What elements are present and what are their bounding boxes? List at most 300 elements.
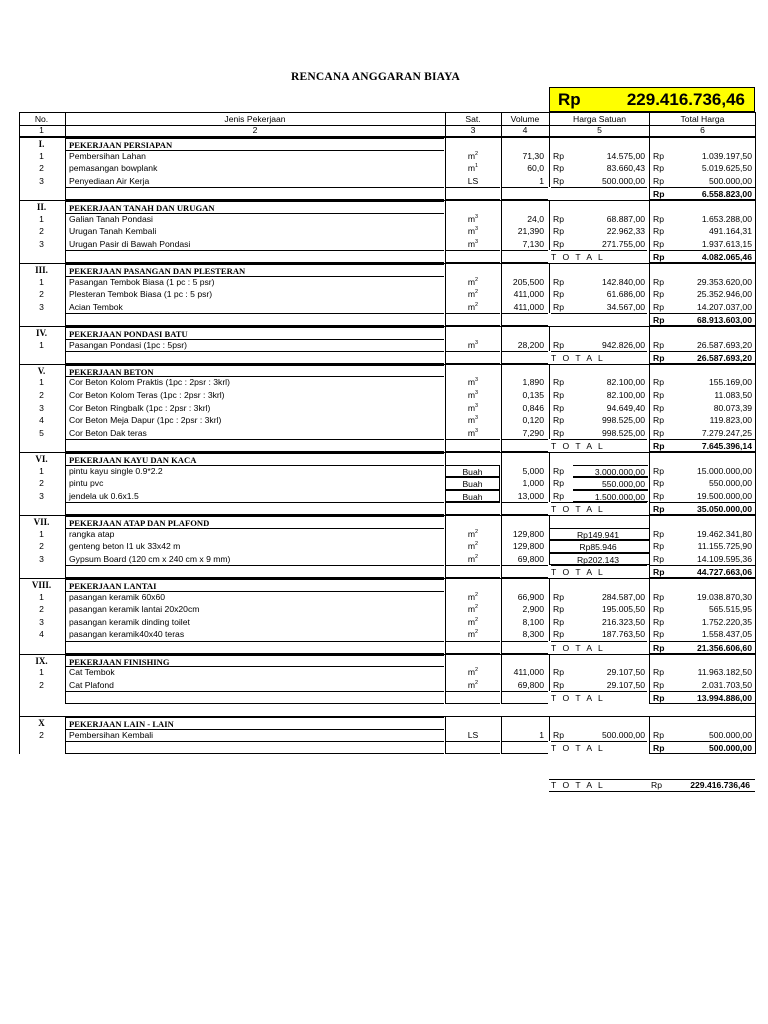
section-total-row [19,351,756,364]
item-total-price: 7.279.247,25 [673,427,756,440]
item-unit-power: 2 [475,301,479,308]
section-header-row [19,200,756,214]
item-volume: 411,000 [501,288,548,301]
item-total-currency: Rp [649,150,673,163]
item-volume: 69,800 [501,553,548,566]
final-total-line-bottom [549,791,755,792]
item-job: pintu kayu single 0.9*2.2 [65,465,444,478]
item-unit [445,616,500,629]
section-total-value: 26.587.693,20 [673,351,756,364]
item-total-price: 26.587.693,20 [673,339,756,352]
header-number-5: 5 [549,124,649,136]
table-row [19,553,756,566]
item-total-currency: Rp [649,225,673,238]
item-number: 3 [39,301,44,312]
section-total-label [551,187,647,188]
item-price-currency: Rp [549,276,573,289]
section-title: PEKERJAAN LANTAI [65,579,444,592]
item-unit-text: m [467,679,476,690]
total-empty-sat [445,439,500,452]
total-empty-no [19,313,64,326]
total-empty-vol [501,439,548,452]
item-total-currency: Rp [649,729,673,742]
item-unit [445,150,500,163]
item-volume: 1 [501,175,548,188]
section-total-currency: Rp [649,313,673,326]
item-total-price: 29.353.620,00 [673,276,756,289]
item-total-currency: Rp [649,301,673,314]
section-total-value: 35.050.000,00 [673,502,756,515]
section-total-value: 6.558.823,00 [673,187,756,200]
item-volume: 7,130 [501,238,548,251]
item-volume: 69,800 [501,679,548,692]
item-unit-power: 3 [475,390,479,397]
table-row [19,162,756,175]
item-total-currency: Rp [649,288,673,301]
item-number: 4 [39,415,44,426]
item-price-currency: Rp [549,414,573,427]
item-job: pemasangan bowplank [65,162,444,175]
total-empty-vol [501,691,548,704]
item-unit [445,238,500,251]
header-sat: Sat. [445,113,500,125]
item-unit-price: 942.826,00 [601,339,645,350]
section-header-row [19,716,756,730]
item-unit [445,301,500,314]
item-number: 2 [39,679,44,690]
section-total-row [19,741,756,754]
item-unit-price: 187.763,50 [601,629,645,640]
item-number: 3 [39,616,44,627]
item-volume: 0,846 [501,402,548,415]
item-number: 2 [39,541,44,552]
item-unit-price: 29.107,50 [606,667,645,678]
item-number: 1 [39,276,44,287]
item-number: 1 [39,339,44,350]
section-title: PEKERJAAN LAIN - LAIN [65,717,444,730]
item-total-currency: Rp [649,162,673,175]
total-empty-vol [501,565,548,578]
item-unit-power: 2 [475,289,479,296]
item-unit-text: m [467,276,476,287]
item-unit [445,528,500,541]
table-row [19,175,756,188]
item-unit-power: 3 [475,415,479,422]
total-empty-vol [501,187,548,200]
item-unit [445,477,500,490]
item-unit-power: 3 [475,339,479,346]
table-row [19,150,756,163]
item-unit-text: m [467,528,476,539]
item-unit [445,276,500,289]
table-row [19,389,756,402]
item-job: pasangan keramik40x40 teras [65,628,444,641]
item-unit-text: m [467,238,476,249]
item-unit-text: m [467,415,476,426]
item-unit-power: 3 [475,427,479,434]
item-unit-text: Buah [462,466,483,477]
section-total-label: T O T A L [551,351,647,364]
item-price-currency: Rp [549,591,573,604]
total-empty-vol [501,641,548,654]
total-empty-no [19,502,64,515]
total-empty-no [19,351,64,364]
item-unit-text: m [467,427,476,438]
item-volume: 28,200 [501,339,548,352]
section-total-row [19,691,756,704]
item-job: Pasangan Pondasi (1pc : 5psr) [65,339,444,352]
item-unit-price: 22.962,33 [606,226,645,237]
header-number-2: 2 [65,124,444,136]
section-total-value: 68.913.603,00 [673,313,756,326]
item-number: 3 [39,175,44,186]
item-price-currency: Rp [549,301,573,314]
table-row [19,679,756,692]
section-number: IV. [35,328,48,338]
item-unit-text: m [467,226,476,237]
item-unit-text: m [467,213,476,224]
item-unit-price: 82.100,00 [606,390,645,400]
total-empty-no [19,439,64,452]
item-price-currency: Rp [549,628,573,641]
item-unit-power: 2 [475,591,479,598]
item-volume: 129,800 [501,528,548,541]
item-unit-price: 68.887,00 [606,213,645,224]
item-total-price: 19.038.870,30 [673,591,756,604]
item-unit-text: m [467,377,476,388]
table-row [19,225,756,238]
section-total-currency: Rp [649,351,673,364]
item-number: 3 [39,553,44,564]
item-total-currency: Rp [649,402,673,415]
total-empty-sat [445,351,500,364]
item-unit-power: 3 [475,238,479,245]
section-header-row [19,364,756,378]
item-unit-price: 82.100,00 [606,377,645,388]
section-total-label [551,313,647,314]
item-unit [445,729,500,742]
table-row [19,477,756,490]
header-no: No. [34,114,49,124]
total-empty-job [65,565,444,578]
item-volume: 411,000 [501,666,548,679]
item-unit-text: m [467,553,476,564]
item-unit-power: 3 [475,377,479,384]
item-total-price: 1.653.288,00 [673,213,756,226]
item-total-price: 14.109.595,36 [673,553,756,566]
section-total-currency: Rp [649,502,673,515]
item-volume: 2,900 [501,603,548,616]
section-number: VII. [33,517,50,527]
item-total-price: 11.083,50 [673,389,756,402]
item-job: Cor Beton Kolom Praktis (1pc : 2psr : 3krl) [65,376,444,389]
section-title: PEKERJAAN PERSIAPAN [65,138,444,151]
item-total-price: 565.515,95 [673,603,756,616]
item-number: 4 [39,629,44,640]
item-unit-text: m [467,629,476,640]
section-header-row [19,654,756,668]
total-empty-job [65,250,444,263]
table-row [19,414,756,427]
final-total-label: T O T A L [551,780,605,790]
section-total-label: T O T A L [551,691,647,704]
total-empty-sat [445,313,500,326]
table-row [19,427,756,440]
total-empty-vol [501,351,548,364]
item-job: rangka atap [65,528,444,541]
section-total-label: T O T A L [551,741,647,754]
item-price-currency: Rp [549,603,573,616]
item-volume: 7,290 [501,427,548,440]
total-empty-job [65,502,444,515]
item-unit [445,427,500,440]
item-total-currency: Rp [649,528,673,541]
section-total-value: 21.356.606,60 [673,641,756,654]
table-row [19,540,756,553]
item-unit [445,339,500,352]
item-total-currency: Rp [649,427,673,440]
section-header-row [19,326,756,340]
item-volume: 24,0 [501,213,548,226]
item-unit-price: 998.525,00 [601,415,645,426]
table-row [19,376,756,389]
item-unit-text: LS [467,175,479,186]
item-total-currency: Rp [649,679,673,692]
item-job: Cor Beton Dak teras [65,427,444,440]
total-empty-no [19,741,64,754]
item-unit-text: LS [467,729,479,740]
section-total-value: 44.727.663,06 [673,565,756,578]
item-number: 1 [39,377,44,388]
item-number: 2 [39,390,44,400]
item-unit [445,490,500,503]
section-number: III. [35,265,48,275]
item-job: Cor Beton Ringbalk (1pc : 2psr : 3krl) [65,402,444,415]
item-volume: 1,000 [501,477,548,490]
item-price-currency: Rp [549,729,573,742]
item-unit-text: Buah [462,479,483,490]
item-number: 2 [39,163,44,174]
item-price-currency: Rp [549,402,573,415]
item-price-currency: Rp [549,339,573,352]
item-job: Cat Tembok [65,666,444,679]
item-price-currency: Rp [549,490,573,503]
item-total-price: 25.352.946,00 [673,288,756,301]
section-header-row [19,515,756,529]
section-number: V. [37,365,46,376]
item-unit-power: 2 [475,150,479,157]
item-unit-power: 2 [475,616,479,623]
section-number: VIII. [31,580,52,590]
total-empty-sat [445,250,500,263]
item-number: 1 [39,213,44,224]
table-row [19,288,756,301]
item-total-price: 550.000,00 [673,477,756,490]
header-number-3: 3 [445,124,500,136]
item-unit [445,376,500,389]
section-header-row [19,137,756,151]
item-number: 2 [39,289,44,300]
item-job: pintu pvc [65,477,444,490]
total-empty-sat [445,187,500,200]
item-unit-price: 94.649,40 [606,402,645,413]
item-number: 5 [39,427,44,438]
item-unit [445,591,500,604]
item-total-price: 5.019.625,50 [673,162,756,175]
table-row [19,238,756,251]
item-unit [445,414,500,427]
item-unit-text: m [467,616,476,627]
item-price-currency: Rp [549,465,573,478]
item-unit-power: 2 [475,553,479,560]
total-empty-no [19,565,64,578]
total-empty-job [65,641,444,654]
item-price-currency: Rp [549,225,573,238]
item-volume: 60,0 [501,162,548,175]
item-number: 1 [39,150,44,161]
item-total-price: 19.500.000,00 [673,490,756,503]
item-total-currency: Rp [649,591,673,604]
section-total-label: T O T A L [551,641,647,654]
item-volume: 0,135 [501,389,548,402]
section-title: PEKERJAAN PASANGAN DAN PLESTERAN [65,264,444,277]
total-empty-no [19,641,64,654]
header-total-harga: Total Harga [649,113,756,125]
section-header-row [19,452,756,466]
item-unit-price: Rp85.946 [549,540,649,553]
item-volume: 66,900 [501,591,548,604]
header-number-4: 4 [501,124,548,136]
item-volume: 1,890 [501,376,548,389]
item-unit-power: 2 [475,629,479,636]
item-volume: 13,000 [501,490,548,503]
section-number: VI. [35,454,48,464]
item-number: 3 [39,238,44,249]
item-total-currency: Rp [649,540,673,553]
item-total-currency: Rp [649,553,673,566]
item-volume: 411,000 [501,301,548,314]
section-header-row [19,263,756,277]
item-unit [445,553,500,566]
total-empty-sat [445,502,500,515]
item-price-currency: Rp [549,616,573,629]
item-price-currency: Rp [549,288,573,301]
section-title: PEKERJAAN KAYU DAN KACA [65,453,444,466]
item-unit-price: Rp149.941 [549,528,649,541]
total-empty-job [65,187,444,200]
item-unit-power: 3 [475,213,479,220]
item-job: pasangan keramik lantai 20x20cm [65,603,444,616]
header-number-6: 6 [649,124,756,136]
total-empty-job [65,691,444,704]
item-total-price: 11.155.725,90 [673,540,756,553]
item-price-currency: Rp [549,376,573,389]
section-total-currency: Rp [649,187,673,200]
item-price-currency: Rp [549,477,573,490]
section-total-row [19,250,756,263]
item-job: Galian Tanah Pondasi [65,213,444,226]
total-empty-sat [445,641,500,654]
table-row [19,276,756,289]
item-unit-price: 34.567,00 [606,301,645,312]
item-total-currency: Rp [649,213,673,226]
item-volume: 1 [501,729,548,742]
header-job: Jenis Pekerjaan [65,113,444,125]
item-total-price: 2.031.703,50 [673,679,756,692]
item-price-currency: Rp [549,666,573,679]
section-total-value: 4.082.065,46 [673,250,756,263]
item-unit [445,389,500,402]
header-volume: Volume [501,113,548,125]
total-empty-vol [501,741,548,754]
blank-spacer-row [19,704,756,716]
item-price-currency: Rp [549,213,573,226]
item-total-price: 119.823,00 [673,414,756,427]
item-unit-power: 2 [475,541,479,548]
item-number: 1 [39,528,44,539]
item-number: 2 [39,729,44,740]
item-unit-price: 500.000,00 [601,729,645,740]
item-unit-power: 2 [475,679,479,686]
section-total-currency: Rp [649,565,673,578]
section-total-label: T O T A L [551,250,647,263]
item-unit-text: m [467,604,476,615]
item-unit [445,402,500,415]
item-total-currency: Rp [649,175,673,188]
item-unit-text: m [467,390,476,400]
item-total-price: 1.039.197,50 [673,150,756,163]
table-row [19,628,756,641]
item-job: Cor Beton Meja Dapur (1pc : 2psr : 3krl) [65,414,444,427]
item-price-currency: Rp [549,679,573,692]
grand-total-value: 229.416.736,46 [626,90,745,109]
item-total-price: 1.558.437,05 [673,628,756,641]
item-unit [445,288,500,301]
total-empty-vol [501,313,548,326]
item-number: 1 [39,667,44,678]
item-unit-text: m [467,150,476,161]
item-total-price: 491.164,31 [673,225,756,238]
item-price-currency: Rp [549,150,573,163]
item-job: Cor Beton Kolom Teras (1pc : 2psr : 3krl) [65,389,444,402]
total-empty-no [19,691,64,704]
item-unit-price: 3.000.000,00 [573,465,648,478]
final-total-currency: Rp [651,780,662,790]
header-number-1: 1 [39,125,44,135]
section-total-label: T O T A L [551,565,647,578]
total-empty-sat [445,565,500,578]
item-volume: 0,120 [501,414,548,427]
total-empty-vol [501,502,548,515]
item-total-currency: Rp [649,490,673,503]
item-job: Plesteran Tembok Biasa (1 pc : 5 psr) [65,288,444,301]
item-unit-price: 284.587,00 [601,591,645,602]
item-total-currency: Rp [649,414,673,427]
item-unit [445,540,500,553]
item-job: Pembersihan Kembali [65,729,444,742]
item-job: Gypsum Board (120 cm x 240 cm x 9 mm) [65,553,444,566]
section-total-row [19,187,756,200]
item-unit [445,628,500,641]
item-unit-price: 83.660,43 [606,163,645,174]
item-unit [445,175,500,188]
item-unit-power: 2 [475,604,479,611]
item-volume: 5,000 [501,465,548,478]
item-unit [445,162,500,175]
table-row [19,729,756,742]
item-number: 3 [39,490,44,501]
item-unit-power: 2 [475,667,479,674]
